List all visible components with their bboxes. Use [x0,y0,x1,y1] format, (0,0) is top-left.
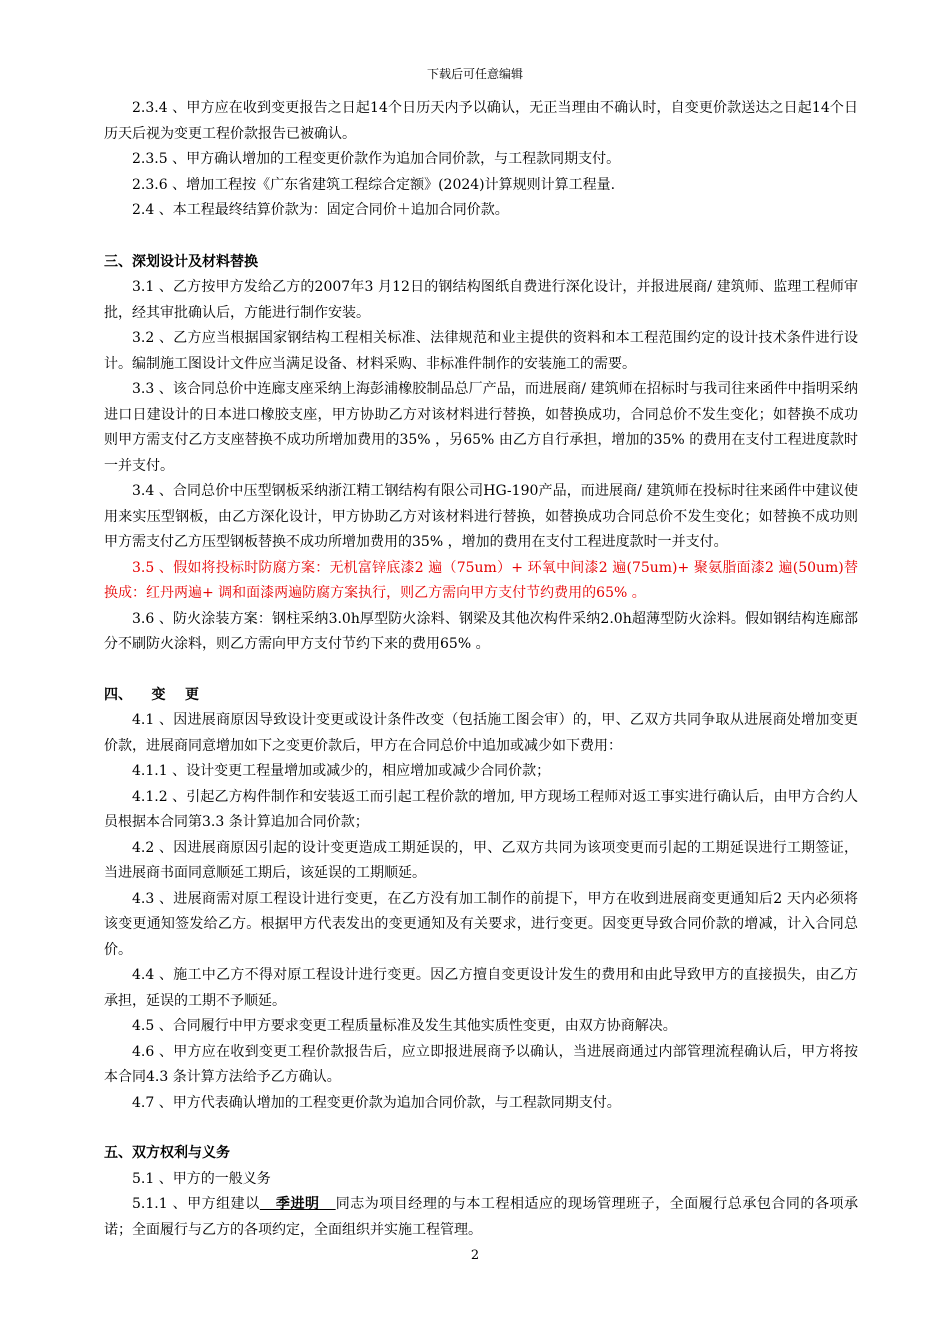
clause-4-3: 4.3 、进展商需对原工程设计进行变更，在乙方没有加工制作的前提下，甲方在收到进展商变更通知后2 天内必须将该变更通知签发给乙方。根据甲方代表发出的变更通知及有关要求，进行变更。因变更导致合同价款的增减，计入合同总价。 [104,890,858,958]
section-4-heading: 四、 变 更 [104,686,199,703]
page-header: 下载后可任意编辑 [426,67,523,81]
clause-4-7: 4.7 、甲方代表确认增加的工程变更价款为追加合同价款，与工程款同期支付。 [132,1094,621,1111]
section-5-heading: 五、双方权利与义务 [104,1145,230,1161]
clause-4-4: 4.4 、施工中乙方不得对原工程设计进行变更。因乙方擅自变更设计发生的费用和由此导致甲方的直接损失，由乙方承担，延误的工期不予顺延。 [104,967,858,1009]
clause-4-2: 4.2 、因进展商原因引起的设计变更造成工期延误的，甲、乙双方共同为该项变更而引起的工期延误进行工期签证，当进展商书面同意顺延工期后，该延误的工期顺延。 [104,839,858,881]
clause-5-1-1 [104,1192,858,1243]
clause-2-3-5: 2.3.5 、甲方确认增加的工程变更价款作为追加合同价款，与工程款同期支付。 [132,151,621,167]
clause-5-1-1-lead: 5.1.1 、甲方组建以 [132,1196,260,1212]
clause-2-3-6: 2.3.6 、增加工程按《广东省建筑工程综合定额》(2024)计算规则计算工程量. [132,176,616,193]
clause-3-5: 3.5 、假如将投标时防腐方案：无机富锌底漆2 遍（75um）+ 环氧中间漆2 遍(75um)+ 聚氨脂面漆2 遍(50um)替换成：红丹两遍+ 调和面漆两遍防腐方案执行，则乙方需向甲方支付节约费用的65% 。 [104,559,858,601]
clause-3-3: 3.3 、该合同总价中连廊支座采纳上海彭浦橡胶制品总厂产品，而进展商/ 建筑师在招标时与我司往来函件中指明采纳进口日建设计的日本进口橡胶支座，甲方协助乙方对该材料进行替换，如替换成功，合同总价不发生变化；如替换不成功则甲方需支付乙方支座替换不成功所增加费用的35% ，另65% 由乙方自行承担，增加的35% 的费用在支付工程进度款时一并支付。 [104,381,858,474]
project-manager-name: 季进明 [259,1196,336,1212]
clause-3-2: 3.2 、乙方应当根据国家钢结构工程相关标准、法律规范和业主提供的资料和本工程范围约定的设计技术条件进行设计。编制施工图设计文件应当满足设备、材料采购、非标准件制作的安装施工的需要。 [104,330,858,372]
document-body [104,96,858,1243]
clause-3-6: 3.6 、防火涂装方案：钢柱采纳3.0h厚型防火涂料、钢梁及其他次构件采纳2.0h超薄型防火涂料。假如钢结构连廊部分不刷防火涂料，则乙方需向甲方支付节约下来的费用65% 。 [104,610,858,652]
clause-4-5: 4.5 、合同履行中甲方要求变更工程质量标准及发生其他实质性变更，由双方协商解决。 [132,1018,677,1034]
clause-4-6: 4.6 、甲方应在收到变更工程价款报告后，应立即报进展商予以确认，当进展商通过内部管理流程确认后，甲方将按本合同4.3 条计算方法给予乙方确认。 [104,1043,858,1085]
clause-5-1-1-rest: 同志为项目经理的与本工程相适应的现场管理班子，全面履行总承包合同的各项承诺；全面履行与乙方的各项约定，全面组织并实施工程管理。 [104,1196,858,1238]
clause-4-1-1: 4.1.1 、设计变更工程量增加或减少的，相应增加或减少合同价款； [132,763,551,779]
clause-3-1: 3.1 、乙方按甲方发给乙方的2007年3 月12日的钢结构图纸自费进行深化设计，并报进展商/ 建筑师、监理工程师审批，经其审批确认后，方能进行制作安装。 [104,279,858,321]
clause-4-1-2: 4.1.2 、引起乙方构件制作和安装返工而引起工程价款的增加, 甲方现场工程师对返工事实进行确认后，由甲方合约人员根据本合同第3.3 条计算追加合同价款； [104,788,858,830]
page-number: 2 [470,1248,480,1263]
clause-5-1: 5.1 、甲方的一般义务 [132,1170,271,1187]
clause-2-3-4: 2.3.4 、甲方应在收到变更报告之日起14个日历天内予以确认，无正当理由不确认时，自变更价款送达之日起14个日历天后视为变更工程价款报告已被确认。 [104,100,858,142]
clause-2-4: 2.4 、本工程最终结算价款为：固定合同价＋追加合同价款。 [132,202,509,218]
clause-3-4: 3.4 、合同总价中压型钢板采纳浙江精工钢结构有限公司HG-190产品，而进展商/ 建筑师在投标时往来函件中建议使用来实压型钢板，由乙方深化设计，甲方协助乙方对该材料进行替换，如替换成功合同总价不发生变化；如替换不成功则甲方需支付乙方压型钢板替换不成功所增加费用的35% ，增加的费用在支付工程进度款时一并支付。 [104,483,858,550]
section-3-heading: 三、深划设计及材料替换 [104,253,258,270]
clause-4-1: 4.1 、因进展商原因导致设计变更或设计条件改变（包括施工图会审）的，甲、乙双方共同争取从进展商处增加变更价款，进展商同意增加如下之变更价款后，甲方在合同总价中追加或减少如下费用： [104,712,858,754]
